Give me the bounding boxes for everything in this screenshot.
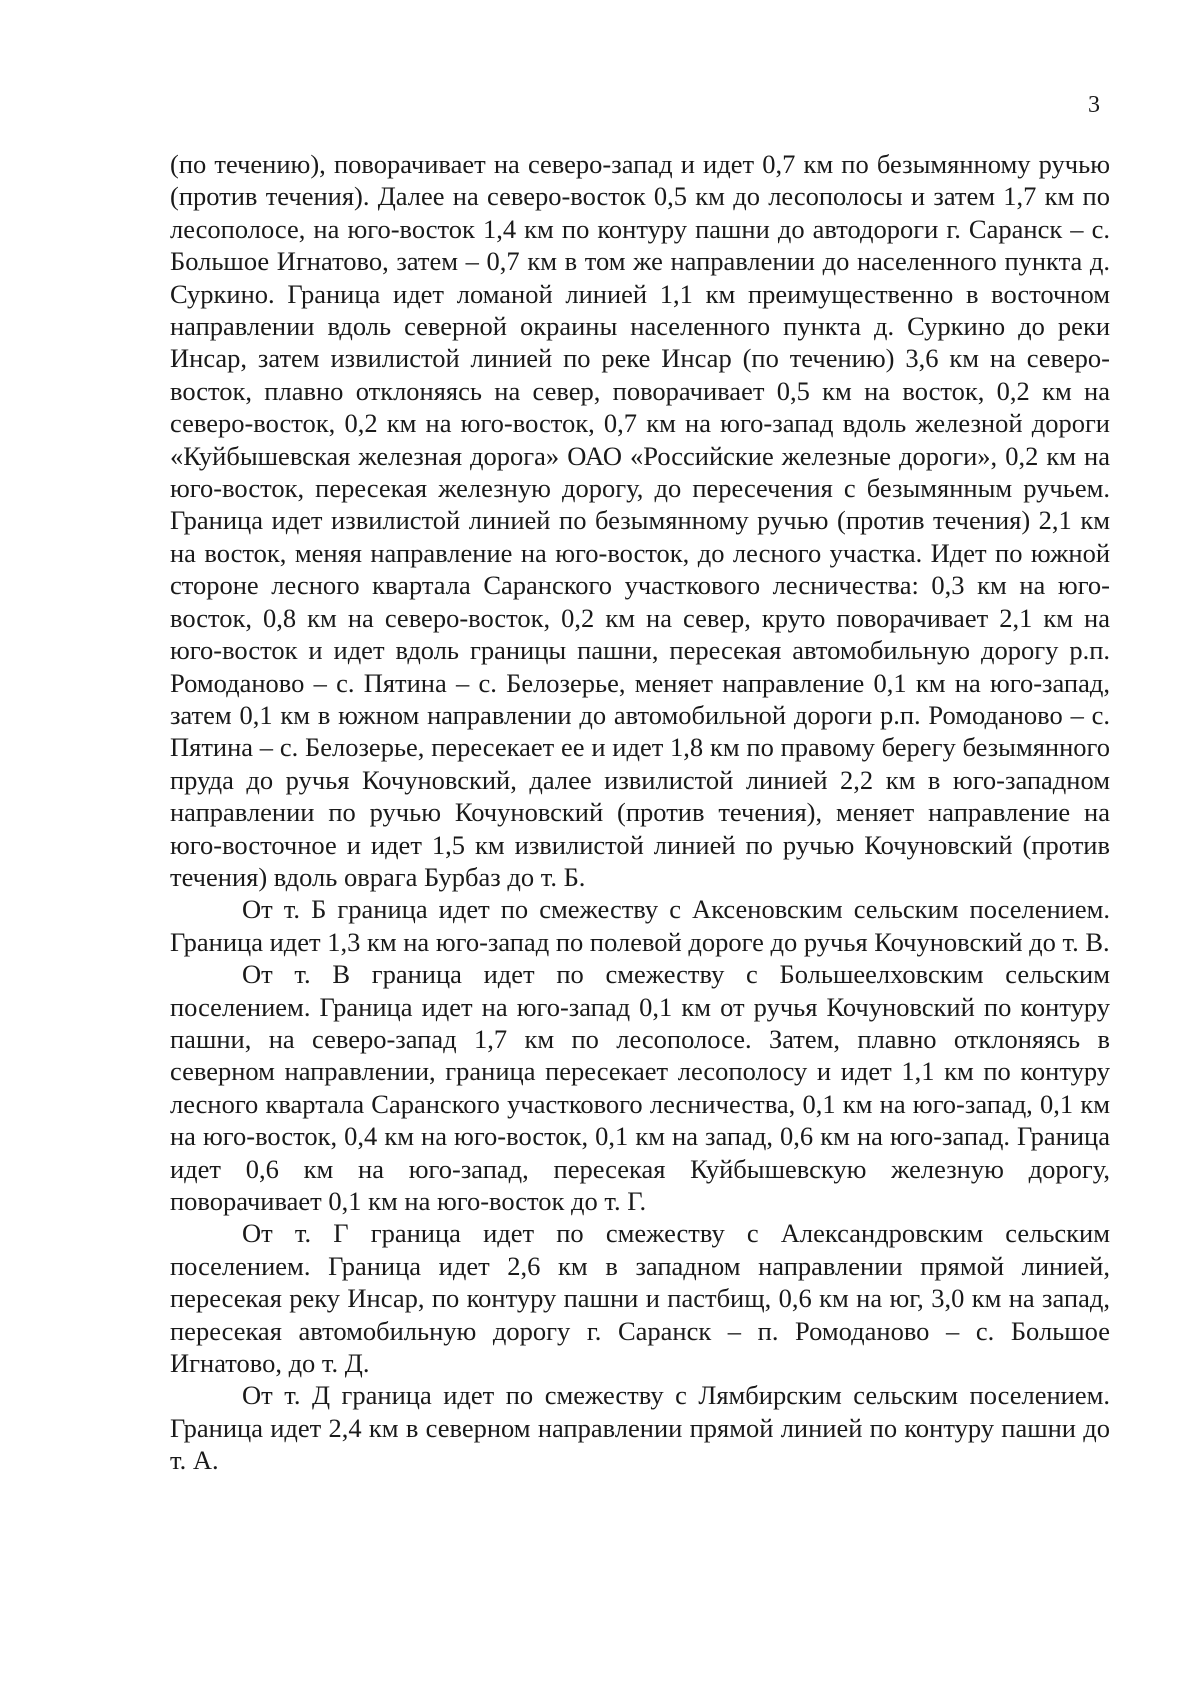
paragraph-point-g: От т. Г граница идет по смежеству с Александровским сельским поселением. Граница идет 2,6 км в западном направлении прямой линией, пересекая реку Инсар, по контуру пашни и пастбищ, 0,6 км на юг, 3,0 км на запад, пересекая автомобильную дорогу г. Саранск – п. Ромоданово – с. Большое Игнатово, до т. Д. — [170, 1218, 1110, 1379]
paragraph-point-v: От т. В граница идет по смежеству с Большеелховским сельским поселением. Граница идет на юго-запад 0,1 км от ручья Кочуновский по контуру пашни, на северо-запад 1,7 км по лесополосе. Затем, плавно отклоняясь в северном направлении, граница пересекает лесополосу и идет 1,1 км по контуру лесного квартала Саранского участкового лесничества, 0,1 км на юго-запад, 0,1 км на юго-восток, 0,4 км на юго-восток, 0,1 км на запад, 0,6 км на юго-запад. Граница идет 0,6 км на юго-запад, пересекая Куйбышевскую железную дорогу, поворачивает 0,1 км на юго-восток до т. Г. — [170, 959, 1110, 1216]
document-body — [170, 148, 1110, 1477]
paragraph-continuation: (по течению), поворачивает на северо-запад и идет 0,7 км по безымянному ручью (против течения). Далее на северо-восток 0,5 км до лесополосы и затем 1,7 км по лесополосе, на юго-восток 1,4 км по контуру пашни до автодороги г. Саранск – с. Большое Игнатово, затем – 0,7 км в том же направлении до населенного пункта д. Суркино. Граница идет ломаной линией 1,1 км преимущественно в восточном направлении вдоль северной окраины населенного пункта д. Суркино до реки Инсар, затем извилистой линией по реке Инсар (по течению) 3,6 км на северо-восток, плавно отклоняясь на север, поворачивает 0,5 км на восток, 0,2 км на северо-восток, 0,2 км на юго-восток, 0,7 км на юго-запад вдоль железной дороги «Куйбышевская железная дорога» ОАО «Российские железные дороги», 0,2 км на юго-восток, пересекая железную дорогу, до пересечения с безымянным ручьем. Граница идет извилистой линией по безымянному ручью (против течения) 2,1 км на восток, меняя направление на юго-восток, до лесного участка. Идет по южной стороне лесного квартала Саранского участкового лесничества: 0,3 км на юго-восток, 0,8 км на северо-восток, 0,2 км на север, круто поворачивает 2,1 км на юго-восток и идет вдоль границы пашни, пересекая автомобильную дорогу р.п. Ромоданово – с. Пятина – с. Белозерье, меняет направление 0,1 км на юго-запад, затем 0,1 км в южном направлении до автомобильной дороги р.п. Ромоданово – с. Пятина – с. Белозерье, пересекает ее и идет 1,8 км по правому берегу безымянного пруда до ручья Кочуновский, далее извилистой линией 2,2 км в юго-западном направлении по ручью Кочуновский (против течения), меняет направление на юго-восточное и идет 1,5 км извилистой линией по ручью Кочуновский (против течения) вдоль оврага Бурбаз до т. Б. — [170, 149, 1110, 892]
page-number: 3 — [1088, 92, 1100, 118]
paragraph-point-b: От т. Б граница идет по смежеству с Аксеновским сельским поселением. Граница идет 1,3 км на юго-запад по полевой дороге до ручья Кочуновский до т. В. — [170, 894, 1110, 957]
paragraph-point-d: От т. Д граница идет по смежеству с Лямбирским сельским поселением. Граница идет 2,4 км в северном направлении прямой линией по контуру пашни до т. А. — [170, 1380, 1110, 1476]
